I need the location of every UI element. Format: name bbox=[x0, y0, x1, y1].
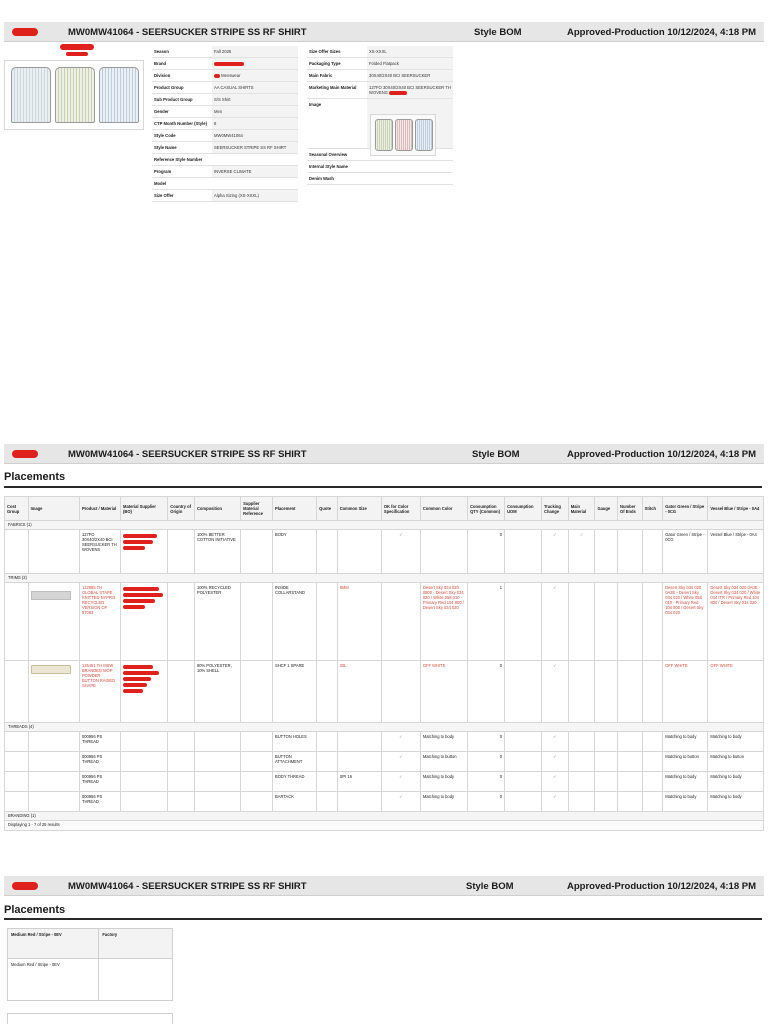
group-label: TRIMS (2) bbox=[5, 574, 764, 583]
common-color: Matching to body bbox=[420, 792, 467, 812]
consumption-qty: 0 bbox=[468, 530, 505, 574]
redaction-mark bbox=[123, 605, 145, 609]
column-header[interactable]: Consumption QTY (Common) bbox=[468, 497, 505, 521]
product-material[interactable]: 000956 PS THREAD bbox=[79, 752, 120, 772]
attr-row bbox=[307, 58, 453, 70]
column-header[interactable]: Gator Green / Stripe - 0CG bbox=[663, 497, 708, 521]
column-header[interactable]: OK for Color Specification bbox=[381, 497, 420, 521]
shirt-sketch bbox=[415, 119, 433, 151]
colorway-value: Vessel Blue / Stripe - 0A4 bbox=[708, 530, 764, 574]
attr-row bbox=[152, 106, 298, 118]
placement: SHCF 1 SPARE bbox=[273, 661, 317, 723]
attr-row bbox=[152, 118, 298, 130]
redaction-mark bbox=[123, 587, 159, 591]
group-label: BRANDING (1) bbox=[5, 812, 764, 821]
attr-label: Size Offer Sizes bbox=[309, 49, 341, 54]
shirt-sketch bbox=[375, 119, 393, 151]
attr-label: Model bbox=[154, 181, 167, 186]
attr-value: S/S Shirt bbox=[212, 94, 298, 105]
attr-row bbox=[152, 190, 298, 202]
attr-label: Seasonal Overview bbox=[309, 152, 348, 157]
check-icon: ✓ bbox=[381, 752, 420, 772]
group-row-fabrics[interactable] bbox=[5, 521, 764, 530]
attr-row bbox=[152, 58, 298, 70]
table-row[interactable] bbox=[8, 959, 173, 1001]
product-material[interactable]: 000956 PS THREAD bbox=[79, 792, 120, 812]
attr-row bbox=[152, 70, 298, 82]
check-icon: ✓ bbox=[381, 732, 420, 752]
attr-label: CTP Month Number (Style) bbox=[154, 121, 207, 126]
column-header[interactable]: Image bbox=[28, 497, 79, 521]
attr-label: Main Fabric bbox=[309, 73, 333, 78]
attr-value: 8 bbox=[212, 118, 298, 129]
check-icon: ✓ bbox=[542, 583, 569, 661]
colorway-value: Desert Sky 034 020 0A0E - Desert Sky 034 020 / White 034 ITR / Primary Red 104 800 / Desert Sky 034 020 bbox=[708, 583, 764, 661]
colorway-value: Matching to body bbox=[663, 732, 708, 752]
group-row-trims[interactable] bbox=[5, 574, 764, 583]
placement: BUTTON ATTACHMENT bbox=[273, 752, 317, 772]
attr-value: Folded Flatpack bbox=[367, 58, 453, 69]
attr-label: Program bbox=[154, 169, 172, 174]
attr-label: Product Group bbox=[154, 85, 184, 90]
redaction-mark bbox=[389, 91, 407, 95]
check-icon: ✓ bbox=[542, 661, 569, 723]
column-header[interactable]: Vessel Blue / Stripe - 0A4 bbox=[708, 497, 764, 521]
section-title: Placements bbox=[4, 471, 66, 483]
brand-logo-redacted bbox=[12, 28, 38, 36]
attr-value: Men bbox=[212, 106, 298, 117]
column-header[interactable]: Product / Material bbox=[79, 497, 120, 521]
placement: BODY THREAD bbox=[273, 772, 317, 792]
column-header[interactable]: Supplier Material Reference bbox=[241, 497, 273, 521]
colorway-value: OFF WHITE bbox=[708, 661, 764, 723]
doc-type: Style BOM bbox=[472, 449, 520, 460]
attr-label: Brand bbox=[154, 61, 167, 66]
table-row[interactable] bbox=[5, 583, 764, 661]
colorway-value: Matching to body bbox=[708, 772, 764, 792]
style-image-thumbnail bbox=[370, 114, 436, 156]
colorway-value: Medium Red / Stripe - 0EV bbox=[8, 959, 99, 1001]
attr-label: Size Offer bbox=[154, 193, 174, 198]
column-header[interactable]: Cost Group bbox=[5, 497, 29, 521]
colorway-value: Matching to body bbox=[663, 772, 708, 792]
attr-value: AA CASUAL SHIRTS bbox=[212, 82, 298, 93]
material-supplier bbox=[121, 583, 168, 661]
attr-value: SEERSUCKER STRIPE SS RF SHIRT bbox=[212, 142, 298, 153]
consumption-qty: 1 bbox=[468, 583, 505, 661]
composition: 100% BETTER COTTON INITIATIVE bbox=[194, 530, 240, 574]
column-header[interactable]: Consumption UOM bbox=[505, 497, 542, 521]
page-header bbox=[4, 444, 764, 464]
approval-status: Approved-Production 10/12/2024, 4:18 PM bbox=[566, 881, 756, 892]
placement: BARTACK bbox=[273, 792, 317, 812]
approval-status: Approved-Production 10/12/2024, 4:18 PM bbox=[566, 27, 756, 38]
column-header[interactable]: Gauge bbox=[595, 497, 618, 521]
attr-row bbox=[152, 46, 298, 58]
attr-label: Sub Product Group bbox=[154, 97, 193, 102]
table-row[interactable] bbox=[5, 661, 764, 723]
doc-type: Style BOM bbox=[474, 27, 522, 38]
table-row[interactable] bbox=[5, 772, 764, 792]
placement: BUTTON HOLES bbox=[273, 732, 317, 752]
tape-swatch-image bbox=[31, 591, 71, 600]
attr-label: Denim Wash bbox=[309, 176, 334, 181]
placements-table-continued bbox=[7, 928, 173, 1001]
attr-value: 30X40/2X40 BCI SEERSUCKER bbox=[367, 70, 453, 81]
common-color: Matching to body bbox=[420, 732, 467, 752]
common-color: OFF WHITE bbox=[420, 661, 467, 723]
common-size: 20L bbox=[337, 661, 381, 723]
attr-value bbox=[212, 58, 298, 69]
redaction-mark bbox=[214, 62, 244, 66]
consumption-qty: 0 bbox=[468, 792, 505, 812]
column-header[interactable]: Medium Red / Stripe - 0EV bbox=[8, 929, 99, 959]
check-icon: ✓ bbox=[542, 752, 569, 772]
placement: INSIDE COLLARSTAND bbox=[273, 583, 317, 661]
column-header[interactable]: Number Of Ends bbox=[618, 497, 643, 521]
table-row[interactable] bbox=[5, 530, 764, 574]
attr-value: Menswear bbox=[212, 70, 298, 81]
attr-label: Internal Style Name bbox=[309, 164, 348, 169]
redaction-mark bbox=[123, 671, 159, 675]
column-header[interactable]: Main Material bbox=[568, 497, 595, 521]
redaction-mark bbox=[123, 534, 157, 538]
column-header[interactable]: Factory bbox=[99, 929, 173, 959]
shirt-sketch bbox=[55, 67, 95, 123]
colorway-value: Matching to body bbox=[708, 732, 764, 752]
redaction-mark bbox=[123, 683, 147, 687]
attr-label: Style Code bbox=[154, 133, 176, 138]
redaction-mark bbox=[123, 599, 155, 603]
column-header[interactable]: Stitch bbox=[642, 497, 663, 521]
consumption-qty: 0 bbox=[468, 772, 505, 792]
factory-value bbox=[99, 959, 173, 1001]
attr-row bbox=[307, 70, 453, 82]
attr-value: Fall 2025 bbox=[212, 46, 298, 57]
table-row bbox=[7, 1013, 173, 1024]
attr-value: Alpha Sizing (XS-XXXL) bbox=[212, 190, 298, 201]
attr-label: Division bbox=[154, 73, 171, 78]
attr-value: INVERSE CLIMATE bbox=[212, 166, 298, 177]
style-sketch-image bbox=[4, 60, 144, 130]
common-size bbox=[337, 792, 381, 812]
redaction-mark bbox=[60, 44, 94, 50]
style-title: MW0MW41064 - SEERSUCKER STRIPE SS RF SHIRT bbox=[68, 449, 307, 460]
colorway-value: Matching to button bbox=[663, 752, 708, 772]
attr-value: MW0MW41064 bbox=[212, 130, 298, 141]
attr-label: Image bbox=[309, 102, 322, 107]
group-label: FABRICS (1) bbox=[5, 521, 764, 530]
column-header[interactable]: Quote bbox=[317, 497, 338, 521]
table-header-row bbox=[8, 929, 173, 959]
check-icon: ✓ bbox=[542, 792, 569, 812]
section-title: Placements bbox=[4, 904, 66, 916]
attr-row bbox=[307, 161, 453, 173]
consumption-qty: 0 bbox=[468, 732, 505, 752]
product-material[interactable]: 000956 PS THREAD bbox=[79, 732, 120, 752]
table-row[interactable] bbox=[5, 732, 764, 752]
attr-row bbox=[152, 82, 298, 94]
results-count: Displaying 1 - 7 of 25 results bbox=[5, 821, 764, 831]
redaction-mark bbox=[123, 540, 153, 544]
colorway-value: Matching to button bbox=[708, 752, 764, 772]
style-title: MW0MW41064 - SEERSUCKER STRIPE SS RF SHIRT bbox=[68, 881, 307, 892]
page-header bbox=[4, 22, 764, 42]
shirt-sketch bbox=[11, 67, 51, 123]
attr-row bbox=[307, 173, 453, 185]
attr-row bbox=[307, 46, 453, 58]
product-material[interactable]: 127FO 30X40/2X40 BCI SEERSUCKER TH WOVENS bbox=[79, 530, 120, 574]
attributes-left bbox=[152, 46, 298, 202]
redaction-mark bbox=[123, 689, 143, 693]
redaction-mark bbox=[123, 546, 145, 550]
section-rule bbox=[4, 486, 762, 488]
check-icon: ✓ bbox=[381, 530, 420, 574]
trim-image bbox=[28, 583, 79, 661]
attr-row bbox=[152, 94, 298, 106]
brand-logo-redacted bbox=[12, 882, 38, 890]
style-title: MW0MW41064 - SEERSUCKER STRIPE SS RF SHIRT bbox=[68, 27, 307, 38]
page-header bbox=[4, 876, 764, 896]
colorway-value: Matching to body bbox=[708, 792, 764, 812]
redaction-mark bbox=[123, 665, 153, 669]
placement: BODY bbox=[273, 530, 317, 574]
common-size bbox=[337, 732, 381, 752]
composition: 90% POLYESTER, 10% SHELL bbox=[194, 661, 240, 723]
check-icon: ✓ bbox=[381, 792, 420, 812]
attr-value: 127FO 30X40/2X40 BCI SEERSUCKER TH WOVENS bbox=[367, 82, 453, 98]
brand-logo-redacted bbox=[12, 450, 38, 458]
check-icon: ✓ bbox=[542, 772, 569, 792]
placements-table bbox=[4, 496, 764, 831]
common-size: SPI 16 bbox=[337, 772, 381, 792]
attr-value: XS-XXXL bbox=[367, 46, 453, 57]
column-header[interactable]: Common Color bbox=[420, 497, 467, 521]
material-supplier bbox=[121, 661, 168, 723]
column-header[interactable]: Material Supplier (BO) bbox=[121, 497, 168, 521]
attr-label: Style Name bbox=[154, 145, 177, 150]
check-icon: ✓ bbox=[542, 530, 569, 574]
redaction-mark bbox=[123, 593, 163, 597]
attr-row bbox=[152, 178, 298, 190]
group-row-branding[interactable] bbox=[5, 812, 764, 821]
colorway-value: OFF WHITE bbox=[663, 661, 708, 723]
redaction-mark bbox=[214, 74, 220, 78]
attr-row bbox=[307, 82, 453, 99]
check-icon: ✓ bbox=[568, 530, 595, 574]
attr-row bbox=[152, 142, 298, 154]
consumption-qty: 0 bbox=[468, 752, 505, 772]
product-material[interactable]: 000956 PS THREAD bbox=[79, 772, 120, 792]
column-header[interactable]: Country of Origin bbox=[168, 497, 195, 521]
common-color: Matching to body bbox=[420, 772, 467, 792]
attr-label: Season bbox=[154, 49, 169, 54]
common-size bbox=[337, 752, 381, 772]
colorway-value: Matching to body bbox=[663, 792, 708, 812]
redaction-mark bbox=[123, 677, 151, 681]
section-rule bbox=[4, 918, 762, 920]
common-color: Matching to button bbox=[420, 752, 467, 772]
attr-label: Packaging Type bbox=[309, 61, 341, 66]
attr-label: Reference Style Number bbox=[154, 157, 203, 162]
column-header[interactable]: Composition bbox=[194, 497, 240, 521]
column-header[interactable]: Common Size bbox=[337, 497, 381, 521]
check-icon: ✓ bbox=[542, 732, 569, 752]
consumption-qty: 0 bbox=[468, 661, 505, 723]
doc-type: Style BOM bbox=[466, 881, 514, 892]
trim-image bbox=[28, 661, 79, 723]
shirt-sketch bbox=[395, 119, 413, 151]
colorway-value: Gator Green / Stripe - 0CG bbox=[663, 530, 708, 574]
attr-row bbox=[152, 130, 298, 142]
common-color: Desert Sky 034 020 0800 - Desert Sky 034 020 / White 058 010 - Primary Red 104 800 / Desert Sky 034 020 bbox=[420, 583, 467, 661]
column-header[interactable]: Placement bbox=[273, 497, 317, 521]
shirt-sketch bbox=[99, 67, 139, 123]
attr-label: Marketing Main Material bbox=[309, 85, 357, 90]
colorway-value: Desert Sky 034 020 0A3E - Desert Sky 034 020 / White 058 010 - Primary Red 104 800 / Desert Sky 034 020 bbox=[663, 583, 708, 661]
table-footer bbox=[5, 821, 764, 831]
check-icon: ✓ bbox=[381, 772, 420, 792]
button-swatch-image bbox=[31, 665, 71, 674]
group-label: THREADS (4) bbox=[5, 723, 764, 732]
common-size: 8MM bbox=[337, 583, 381, 661]
table-row[interactable] bbox=[5, 752, 764, 772]
attr-label: Gender bbox=[154, 109, 169, 114]
column-header[interactable]: Tracking Change bbox=[542, 497, 569, 521]
attr-row bbox=[152, 154, 298, 166]
redaction-mark bbox=[66, 52, 88, 56]
product-material[interactable]: 122985 TH GLOBAL STAPE KNITTED NYPRO RECYCLED VERSION OF 97093 bbox=[79, 583, 120, 661]
approval-status: Approved-Production 10/12/2024, 4:18 PM bbox=[566, 449, 756, 460]
composition: 100% RECYCLED POLYESTER bbox=[194, 583, 240, 661]
product-material[interactable]: 125451 TH MSW BRANDED MOP POWDER BUTTON RAISED SHAPE bbox=[79, 661, 120, 723]
attr-row bbox=[152, 166, 298, 178]
table-row[interactable] bbox=[5, 792, 764, 812]
group-row-threads[interactable] bbox=[5, 723, 764, 732]
table-header-row bbox=[5, 497, 764, 521]
material-supplier bbox=[121, 530, 168, 574]
